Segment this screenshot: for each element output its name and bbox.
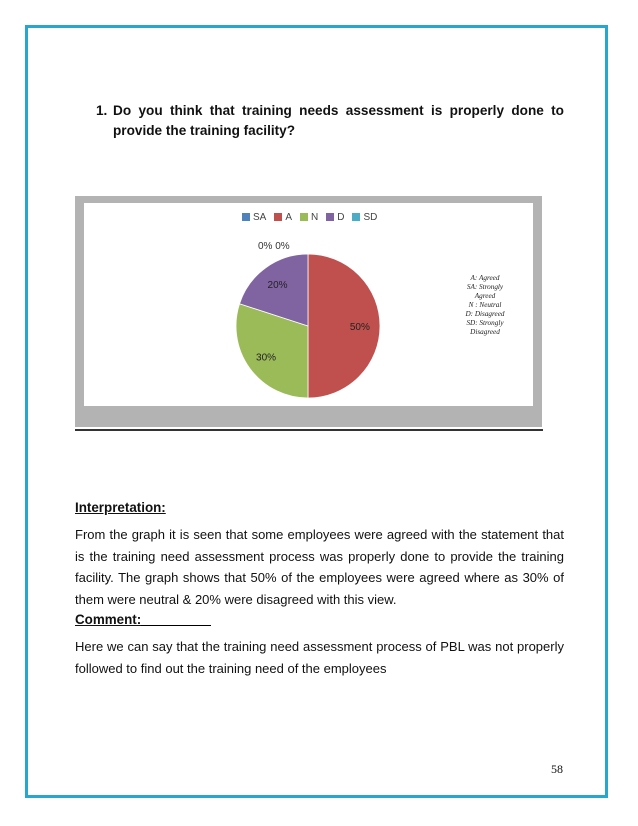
question-text: Do you think that training needs assessment is properly done to provide the training facility? bbox=[113, 103, 564, 138]
abbreviation-line: SA: Strongly bbox=[466, 283, 504, 291]
abbreviation-line: D: Disagreed bbox=[465, 310, 505, 318]
chart-underline bbox=[75, 429, 543, 431]
interpretation-text: From the graph it is seen that some employees were agreed with the statement that is the training need assessment process was properly done to provide the training facility. The graph shows that 50% of the employees were agreed where as 30% of them were neutral & 20% were disagreed with this view. bbox=[75, 527, 564, 607]
pie-label-d: 20% bbox=[267, 280, 288, 292]
question-number: 1. bbox=[96, 103, 108, 118]
zero-percent-labels: 0% 0% bbox=[258, 241, 290, 252]
legend-label: SA bbox=[253, 211, 267, 223]
interpretation-heading: Interpretation: bbox=[75, 500, 166, 515]
question bbox=[96, 101, 564, 141]
legend-label: SD bbox=[363, 211, 378, 223]
page-number: 58 bbox=[551, 762, 563, 776]
legend-label: D bbox=[337, 211, 345, 223]
abbreviation-line: Disagreed bbox=[470, 328, 500, 336]
comment-underline bbox=[141, 612, 211, 626]
comment-heading: Comment: bbox=[75, 612, 142, 627]
comment-heading-wrap bbox=[75, 612, 211, 627]
abbreviation-line: Agreed bbox=[474, 292, 496, 300]
abbreviation-line: SD: Strongly bbox=[466, 319, 504, 327]
legend-label: N bbox=[311, 211, 319, 223]
abbreviation-key bbox=[456, 274, 514, 337]
pie-label-a: 50% bbox=[349, 322, 370, 333]
legend-label: A bbox=[285, 211, 293, 223]
comment-text: Here we can say that the training need assessment process of PBL was not properly followed to find out the training need of the employees bbox=[75, 639, 564, 676]
abbreviation-line: N : Neutral bbox=[468, 301, 502, 309]
abbreviation-line: A: Agreed bbox=[470, 274, 500, 282]
pie-label-n: 30% bbox=[256, 352, 277, 364]
